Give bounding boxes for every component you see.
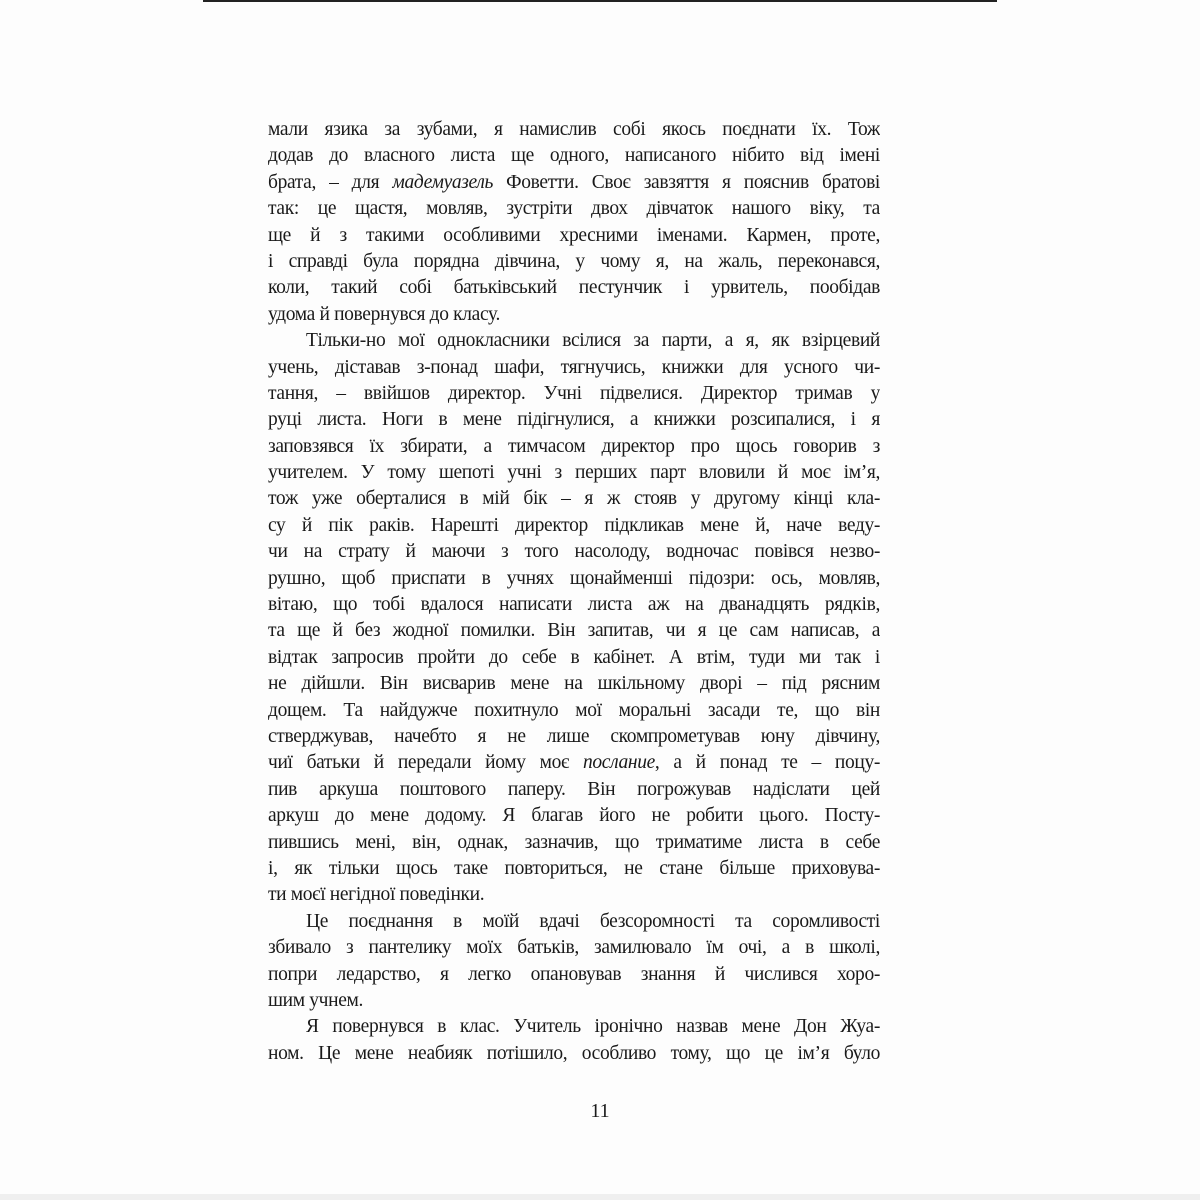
top-border-line <box>203 0 997 2</box>
text-segment: Тільки-но мої однокласники всілися за парти, а я, як взірцевий <box>306 330 880 352</box>
text-segment: чи на страту й маючи з того насолоду, водночас повівся незво- <box>268 541 880 563</box>
page-body-text <box>268 117 880 1067</box>
text-segment: ном. Це мене неабияк потішило, особливо тому, що це ім’я було <box>268 1042 880 1064</box>
text-segment: дощем. Та найдужче похитнуло мої моральні засади те, що він <box>268 699 880 721</box>
text-segment: руці листа. Ноги в мене підігнулися, а книжки розсипалися, і я <box>268 409 880 431</box>
text-line <box>268 223 880 249</box>
text-line <box>268 909 880 935</box>
text-line <box>268 777 880 803</box>
text-segment: , а й понад те – поцу- <box>654 752 880 774</box>
text-line <box>268 381 880 407</box>
text-line <box>268 275 880 301</box>
text-line <box>268 1041 880 1067</box>
text-segment: тож уже оберталися в мій бік – я ж стояв у другому кінці кла- <box>268 488 880 510</box>
text-line <box>268 302 880 328</box>
text-line <box>268 803 880 829</box>
text-segment: ти моєї негідної поведінки. <box>268 884 485 906</box>
italic-text: мадемуазель <box>392 171 494 193</box>
text-segment: пившись мені, він, однак, зазначив, що триматиме листа в себе <box>268 831 880 853</box>
text-segment: тання, – ввійшов директор. Учні підвелися. Директор тримав у <box>268 382 880 404</box>
text-line <box>268 856 880 882</box>
italic-text: послание <box>582 752 655 774</box>
text-segment: не дійшли. Він висварив мене на шкільному дворі – під рясним <box>268 673 880 695</box>
text-segment: мали язика за зубами, я намислив собі якось поєднати їх. Тож <box>268 119 880 140</box>
text-segment: та ще й без жодної помилки. Він запитав, чи я це сам написав, а <box>268 620 880 642</box>
text-line <box>268 513 880 539</box>
text-segment: збивало з пантелику моїх батьків, замилювало їм очі, а в школі, <box>268 937 880 959</box>
text-line <box>268 882 880 908</box>
text-segment: ще й з такими особливими хресними іменами. Кармен, проте, <box>268 224 880 246</box>
text-segment: пив аркуша поштового паперу. Він погрожував надіслати цей <box>268 778 880 800</box>
text-segment: удома й повернувся до класу. <box>268 303 501 325</box>
text-line <box>268 830 880 856</box>
text-line <box>268 434 880 460</box>
text-line <box>268 460 880 486</box>
text-segment: і, як тільки щось таке повториться, не стане більше приховува- <box>268 857 880 879</box>
text-segment: коли, такий собі батьківський пестунчик і урвитель, пообідав <box>268 277 880 299</box>
text-segment: додав до власного листа ще одного, написаного нібито від імені <box>268 145 880 167</box>
text-line <box>268 1014 880 1040</box>
text-segment: учителем. У тому шепоті учні з перших парт вловили й моє ім’я, <box>268 462 880 484</box>
text-line <box>268 486 880 512</box>
text-segment: рушно, щоб приспати в учнях щонайменші підозри: ось, мовляв, <box>268 567 880 589</box>
text-segment: учень, діставав з-понад шафи, тягнучись, книжки для усного чи- <box>268 356 880 378</box>
bottom-edge <box>0 1194 1200 1200</box>
text-segment: попри ледарство, я легко опановував знання й числився хоро- <box>268 963 880 985</box>
text-segment: відтак запросив пройти до себе в кабінет. А втім, туди ми так і <box>268 646 880 668</box>
text-segment: так: це щастя, мовляв, зустріти двох дівчаток нашого віку, та <box>268 198 880 220</box>
text-segment: брата, – для <box>268 171 393 193</box>
text-segment: вітаю, що тобі вдалося написати листа аж на дванадцять рядків, <box>268 594 880 616</box>
text-segment: заповзявся їх збирати, а тимчасом директор про щось говорив з <box>268 435 880 457</box>
text-segment: шим учнем. <box>268 989 364 1011</box>
text-line <box>268 592 880 618</box>
text-segment: Це поєднання в моїй вдачі безсоромності та соромливості <box>306 910 880 932</box>
text-line <box>268 962 880 988</box>
text-line <box>268 750 880 776</box>
text-line <box>268 170 880 196</box>
text-line <box>268 196 880 222</box>
text-segment: Фоветти. Своє завзяття я пояснив братові <box>493 171 880 193</box>
text-line <box>268 407 880 433</box>
text-line <box>268 539 880 565</box>
text-line <box>268 143 880 169</box>
text-segment: Я повернувся в клас. Учитель іронічно назвав мене Дон Жуа- <box>306 1016 880 1038</box>
text-line <box>268 117 880 143</box>
text-line <box>268 249 880 275</box>
text-segment: чиї батьки й передали йому моє <box>268 752 583 774</box>
text-segment: стверджував, начебто я не лише скомпрометував юну дівчину, <box>268 725 880 747</box>
text-line <box>268 671 880 697</box>
text-line <box>268 724 880 750</box>
text-line <box>268 645 880 671</box>
text-line <box>268 698 880 724</box>
text-segment: і справді була порядна дівчина, у чому я, на жаль, переконався, <box>268 250 880 272</box>
text-line <box>268 935 880 961</box>
text-line <box>268 988 880 1014</box>
text-line <box>268 566 880 592</box>
text-line <box>268 355 880 381</box>
text-segment: су й пік раків. Нарешті директор підкликав мене й, наче веду- <box>268 514 880 536</box>
page-number: 11 <box>590 1100 610 1122</box>
text-line <box>268 618 880 644</box>
text-segment: аркуш до мене додому. Я благав його не робити цього. Посту- <box>268 805 880 827</box>
text-line <box>268 328 880 354</box>
